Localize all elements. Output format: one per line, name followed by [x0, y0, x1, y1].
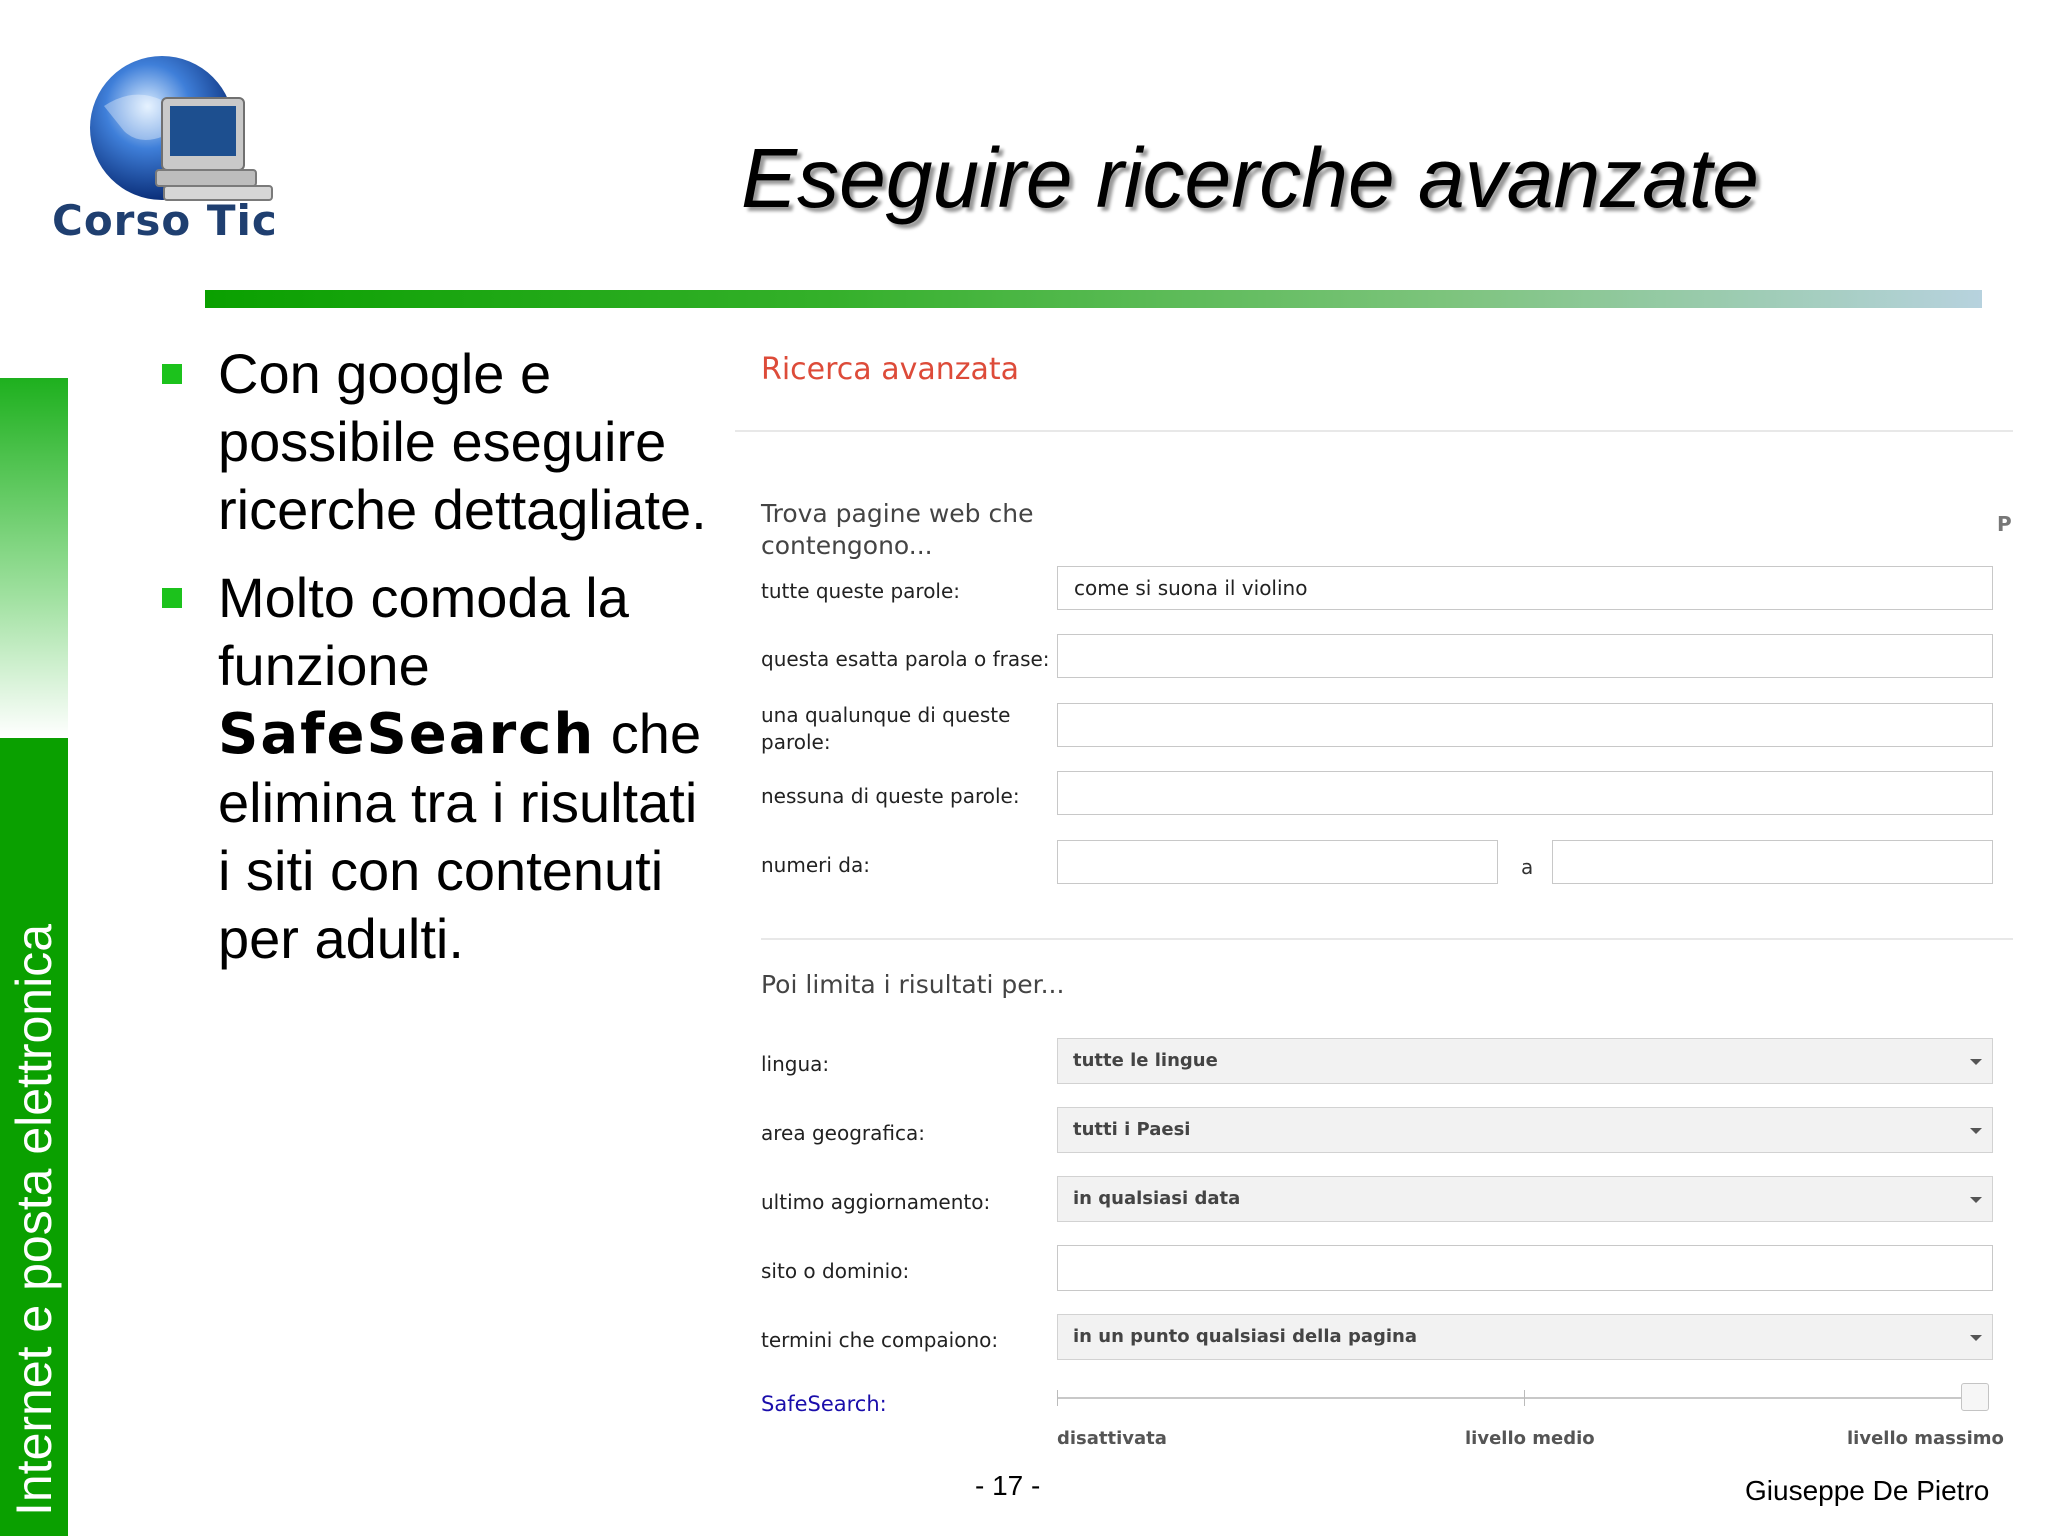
bullet-square-icon	[162, 364, 182, 384]
label-terms-appear: termini che compaiono:	[761, 1328, 999, 1352]
bullet-text-bold: SafeSearch	[218, 702, 596, 767]
slider-tick	[1524, 1390, 1525, 1406]
exact-phrase-input[interactable]	[1057, 634, 1993, 678]
bullet-text-pre: Molto comoda la funzione	[218, 566, 629, 697]
language-select[interactable]	[1057, 1038, 1993, 1084]
safesearch-label[interactable]: SafeSearch:	[761, 1392, 887, 1416]
none-words-input[interactable]	[1057, 771, 1993, 815]
numbers-to-input[interactable]	[1552, 840, 1993, 884]
site-input[interactable]	[1057, 1245, 1993, 1291]
page-number: - 17 -	[975, 1470, 1041, 1501]
safesearch-slider-handle[interactable]	[1961, 1383, 1989, 1411]
label-exact-phrase: questa esatta parola o frase:	[761, 647, 1050, 671]
safesearch-level-max: livello massimo	[1847, 1428, 2004, 1449]
form-heading: Ricerca avanzata	[761, 352, 1020, 387]
globe-computer-icon	[44, 46, 274, 206]
title-divider	[205, 290, 1982, 308]
chevron-down-icon	[1970, 1197, 1982, 1203]
bullet-item	[160, 340, 720, 544]
numbers-to-label: a	[1521, 855, 1534, 879]
numbers-from-input[interactable]	[1057, 840, 1498, 884]
logo-text: Corso Tic	[52, 196, 278, 245]
author: Giuseppe De Pietro	[1745, 1475, 1990, 1506]
slide-title: Eseguire ricerche avanzate	[741, 131, 1759, 225]
side-label: Internet e posta elettronica	[6, 923, 62, 1517]
region-select-value: tutti i Paesi	[1073, 1119, 1191, 1140]
form-divider	[761, 938, 2013, 940]
section-title-limit: Poi limita i risultati per...	[761, 970, 1065, 999]
bullet-square-icon	[162, 588, 182, 608]
form-divider	[735, 430, 2013, 432]
label-any-words: una qualunque di queste parole:	[761, 703, 1011, 754]
label-site: sito o dominio:	[761, 1259, 910, 1283]
safesearch-level-off: disattivata	[1057, 1428, 1167, 1449]
bullet-text: Con google e possibile eseguire ricerche dettagliate.	[218, 342, 707, 541]
terms-appear-select[interactable]	[1057, 1314, 1993, 1360]
side-band-gradient	[0, 378, 68, 738]
last-update-select-value: in qualsiasi data	[1073, 1188, 1241, 1209]
label-none-words: nessuna di queste parole:	[761, 784, 1020, 808]
label-language: lingua:	[761, 1052, 830, 1076]
logo	[44, 46, 278, 251]
safesearch-slider-track[interactable]	[1057, 1397, 1987, 1399]
label-numbers: numeri da:	[761, 853, 870, 877]
safesearch-level-medium: livello medio	[1465, 1428, 1595, 1449]
chevron-down-icon	[1970, 1059, 1982, 1065]
slider-tick	[1057, 1390, 1058, 1406]
region-select[interactable]	[1057, 1107, 1993, 1153]
terms-appear-select-value: in un punto qualsiasi della pagina	[1073, 1326, 1417, 1347]
section-title-find: Trova pagine web che contengono...	[761, 499, 1034, 560]
language-select-value: tutte le lingue	[1073, 1050, 1218, 1071]
all-words-input[interactable]: come si suona il violino	[1057, 566, 1993, 610]
label-region: area geografica:	[761, 1121, 925, 1145]
section-right-marker: P	[1997, 512, 2012, 536]
advanced-search-form	[735, 340, 2013, 1470]
label-all-words: tutte queste parole:	[761, 579, 961, 603]
bullet-list	[160, 340, 720, 993]
any-words-input[interactable]	[1057, 703, 1993, 747]
bullet-text-post: che elimina tra i risultati i siti con contenuti per adulti.	[218, 702, 702, 970]
last-update-select[interactable]	[1057, 1176, 1993, 1222]
chevron-down-icon	[1970, 1335, 1982, 1341]
label-last-update: ultimo aggiornamento:	[761, 1190, 991, 1214]
bullet-item	[160, 564, 720, 973]
chevron-down-icon	[1970, 1128, 1982, 1134]
